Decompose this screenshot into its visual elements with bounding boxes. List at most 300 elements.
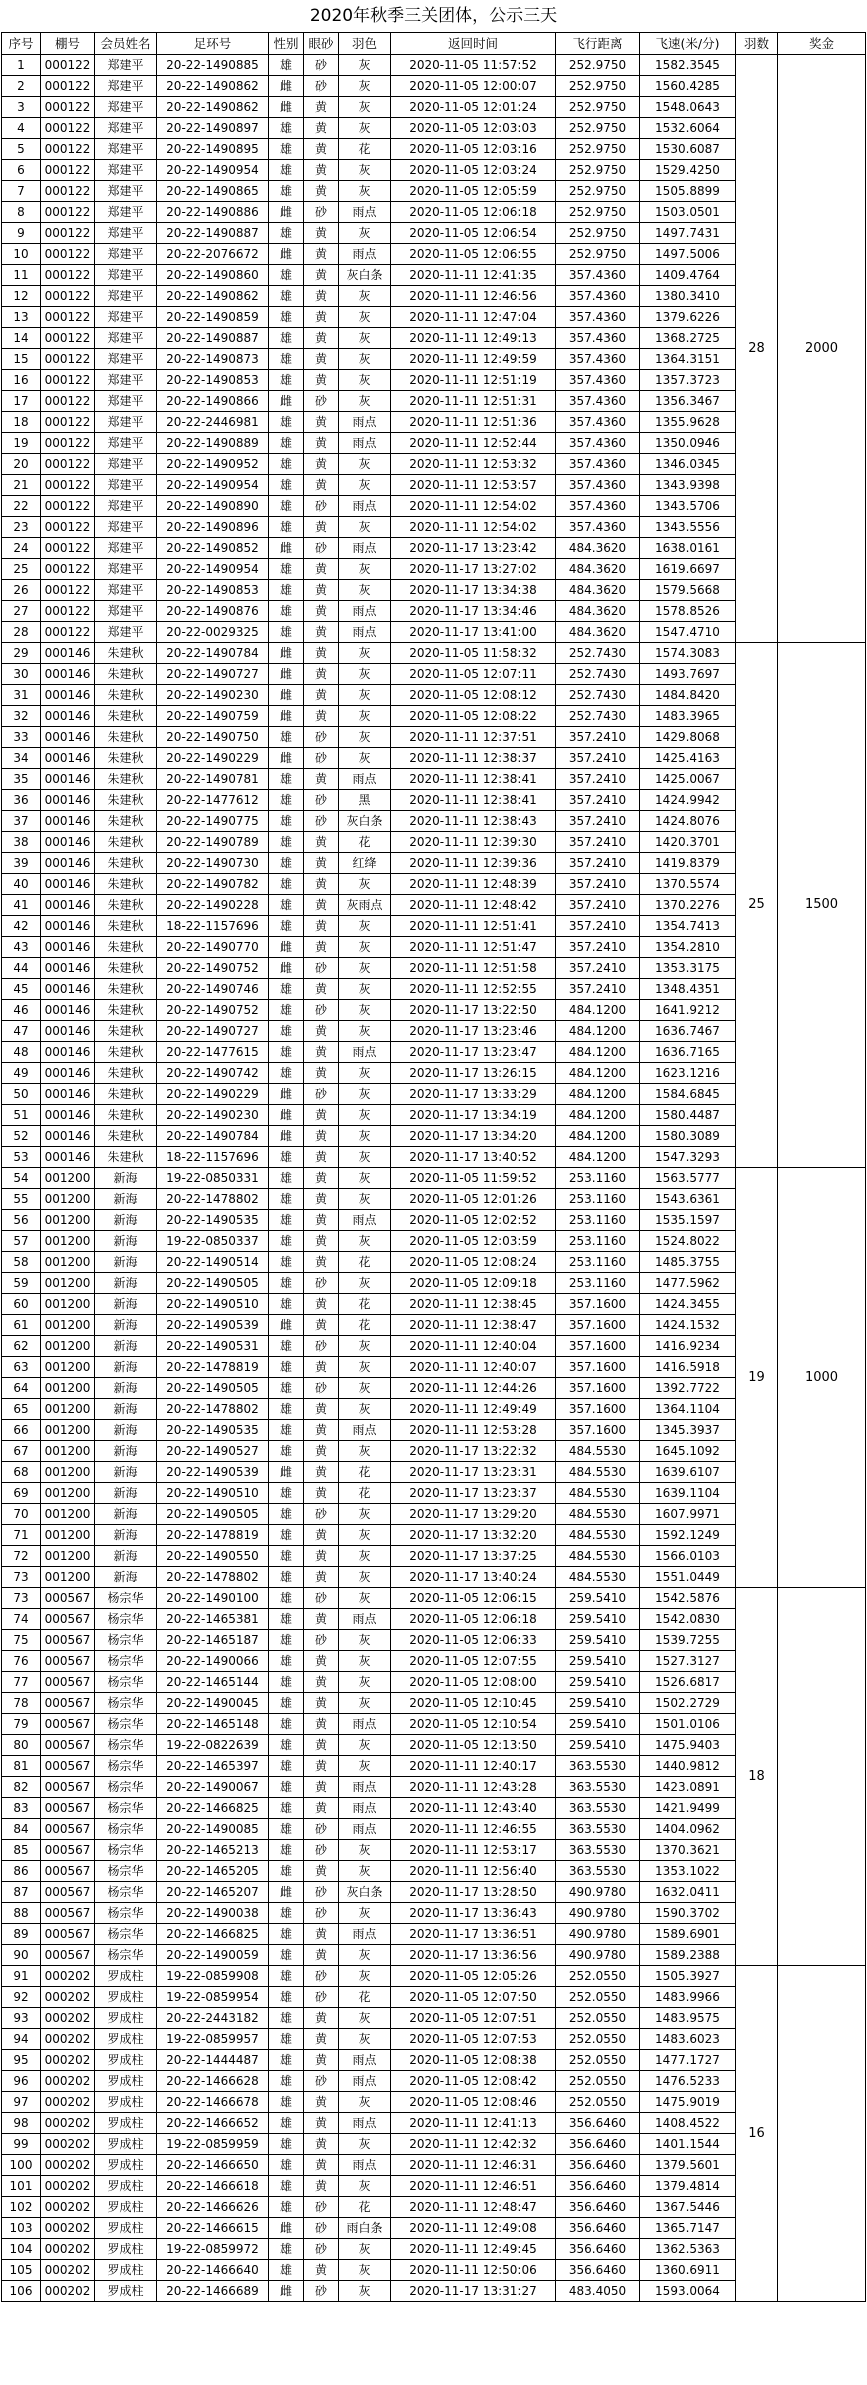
member-cell: 罗成柱 bbox=[95, 1966, 157, 1987]
distance-cell: 484.1200 bbox=[556, 1000, 640, 1021]
time-cell: 2020-11-11 12:49:49 bbox=[391, 1399, 556, 1420]
distance-cell: 253.1160 bbox=[556, 1252, 640, 1273]
member-cell: 郑建平 bbox=[95, 265, 157, 286]
distance-cell: 357.1600 bbox=[556, 1336, 640, 1357]
speed-cell: 1346.0345 bbox=[640, 454, 736, 475]
speed-cell: 1539.7255 bbox=[640, 1630, 736, 1651]
eye-cell: 砂 bbox=[304, 1588, 339, 1609]
member-cell: 朱建秋 bbox=[95, 853, 157, 874]
feather-cell: 灰 bbox=[339, 370, 391, 391]
eye-cell: 黄 bbox=[304, 1315, 339, 1336]
speed-cell: 1424.3455 bbox=[640, 1294, 736, 1315]
eye-cell: 黄 bbox=[304, 349, 339, 370]
serial-cell: 17 bbox=[2, 391, 41, 412]
sex-cell: 雄 bbox=[269, 853, 304, 874]
loft-cell: 000567 bbox=[41, 1777, 95, 1798]
ring-cell: 20-22-1490067 bbox=[157, 1777, 269, 1798]
sex-cell: 雄 bbox=[269, 1840, 304, 1861]
speed-cell: 1353.1022 bbox=[640, 1861, 736, 1882]
serial-cell: 61 bbox=[2, 1315, 41, 1336]
speed-cell: 1409.4764 bbox=[640, 265, 736, 286]
serial-cell: 58 bbox=[2, 1252, 41, 1273]
loft-cell: 000146 bbox=[41, 685, 95, 706]
time-cell: 2020-11-17 13:23:42 bbox=[391, 538, 556, 559]
member-cell: 郑建平 bbox=[95, 244, 157, 265]
ring-cell: 20-22-1466626 bbox=[157, 2197, 269, 2218]
ring-cell: 20-22-1466825 bbox=[157, 1798, 269, 1819]
serial-cell: 36 bbox=[2, 790, 41, 811]
serial-cell: 91 bbox=[2, 1966, 41, 1987]
feather-cell: 雨点 bbox=[339, 244, 391, 265]
loft-cell: 000146 bbox=[41, 1147, 95, 1168]
speed-cell: 1529.4250 bbox=[640, 160, 736, 181]
speed-cell: 1401.1544 bbox=[640, 2134, 736, 2155]
speed-cell: 1370.2276 bbox=[640, 895, 736, 916]
ring-cell: 18-22-1157696 bbox=[157, 916, 269, 937]
distance-cell: 363.5530 bbox=[556, 1756, 640, 1777]
eye-cell: 黄 bbox=[304, 874, 339, 895]
member-cell: 罗成柱 bbox=[95, 2155, 157, 2176]
serial-cell: 53 bbox=[2, 1147, 41, 1168]
serial-cell: 26 bbox=[2, 580, 41, 601]
member-cell: 郑建平 bbox=[95, 181, 157, 202]
ring-cell: 20-22-1490230 bbox=[157, 685, 269, 706]
member-cell: 杨宗华 bbox=[95, 1714, 157, 1735]
serial-cell: 65 bbox=[2, 1399, 41, 1420]
speed-cell: 1424.8076 bbox=[640, 811, 736, 832]
eye-cell: 黄 bbox=[304, 2134, 339, 2155]
speed-cell: 1440.9812 bbox=[640, 1756, 736, 1777]
distance-cell: 252.7430 bbox=[556, 706, 640, 727]
distance-cell: 252.0550 bbox=[556, 1987, 640, 2008]
serial-cell: 102 bbox=[2, 2197, 41, 2218]
time-cell: 2020-11-11 12:39:30 bbox=[391, 832, 556, 853]
member-cell: 罗成柱 bbox=[95, 2092, 157, 2113]
serial-cell: 48 bbox=[2, 1042, 41, 1063]
serial-cell: 45 bbox=[2, 979, 41, 1000]
ring-cell: 20-22-1490527 bbox=[157, 1441, 269, 1462]
header-cell: 足环号 bbox=[157, 33, 269, 55]
distance-cell: 357.2410 bbox=[556, 769, 640, 790]
header-cell: 奖金 bbox=[778, 33, 866, 55]
time-cell: 2020-11-11 12:53:28 bbox=[391, 1420, 556, 1441]
loft-cell: 001200 bbox=[41, 1399, 95, 1420]
speed-cell: 1408.4522 bbox=[640, 2113, 736, 2134]
time-cell: 2020-11-05 12:01:26 bbox=[391, 1189, 556, 1210]
serial-cell: 28 bbox=[2, 622, 41, 643]
ring-cell: 20-22-1490887 bbox=[157, 328, 269, 349]
eye-cell: 黄 bbox=[304, 2113, 339, 2134]
time-cell: 2020-11-11 12:48:47 bbox=[391, 2197, 556, 2218]
time-cell: 2020-11-17 13:34:19 bbox=[391, 1105, 556, 1126]
feather-cell: 灰 bbox=[339, 349, 391, 370]
serial-cell: 62 bbox=[2, 1336, 41, 1357]
feather-cell: 灰 bbox=[339, 2281, 391, 2302]
time-cell: 2020-11-17 13:33:29 bbox=[391, 1084, 556, 1105]
sex-cell: 雄 bbox=[269, 223, 304, 244]
member-cell: 朱建秋 bbox=[95, 937, 157, 958]
feather-cell: 灰 bbox=[339, 1756, 391, 1777]
sex-cell: 雄 bbox=[269, 1798, 304, 1819]
feather-cell: 灰 bbox=[339, 1399, 391, 1420]
speed-cell: 1548.0643 bbox=[640, 97, 736, 118]
eye-cell: 黄 bbox=[304, 1651, 339, 1672]
feather-cell: 雨点 bbox=[339, 1609, 391, 1630]
time-cell: 2020-11-05 12:06:18 bbox=[391, 202, 556, 223]
eye-cell: 黄 bbox=[304, 454, 339, 475]
speed-cell: 1355.9628 bbox=[640, 412, 736, 433]
time-cell: 2020-11-11 12:51:47 bbox=[391, 937, 556, 958]
time-cell: 2020-11-17 13:36:56 bbox=[391, 1945, 556, 1966]
sex-cell: 雄 bbox=[269, 580, 304, 601]
time-cell: 2020-11-05 12:03:03 bbox=[391, 118, 556, 139]
sex-cell: 雄 bbox=[269, 979, 304, 1000]
member-cell: 新海 bbox=[95, 1273, 157, 1294]
distance-cell: 357.4360 bbox=[556, 496, 640, 517]
serial-cell: 90 bbox=[2, 1945, 41, 1966]
ring-cell: 20-22-1490954 bbox=[157, 160, 269, 181]
time-cell: 2020-11-05 12:08:46 bbox=[391, 2092, 556, 2113]
sex-cell: 雄 bbox=[269, 2113, 304, 2134]
eye-cell: 黄 bbox=[304, 769, 339, 790]
serial-cell: 7 bbox=[2, 181, 41, 202]
feather-cell: 灰 bbox=[339, 76, 391, 97]
distance-cell: 356.6460 bbox=[556, 2239, 640, 2260]
feather-cell: 灰 bbox=[339, 1273, 391, 1294]
feather-cell: 雨点 bbox=[339, 1777, 391, 1798]
loft-cell: 000122 bbox=[41, 412, 95, 433]
eye-cell: 黄 bbox=[304, 1189, 339, 1210]
ring-cell: 20-22-1490890 bbox=[157, 496, 269, 517]
ring-cell: 20-22-1465187 bbox=[157, 1630, 269, 1651]
ring-cell: 20-22-1490514 bbox=[157, 1252, 269, 1273]
speed-cell: 1370.3621 bbox=[640, 1840, 736, 1861]
time-cell: 2020-11-05 12:03:59 bbox=[391, 1231, 556, 1252]
serial-cell: 97 bbox=[2, 2092, 41, 2113]
time-cell: 2020-11-11 12:52:44 bbox=[391, 433, 556, 454]
feather-cell: 雨点 bbox=[339, 496, 391, 517]
serial-cell: 11 bbox=[2, 265, 41, 286]
distance-cell: 363.5530 bbox=[556, 1840, 640, 1861]
loft-cell: 000122 bbox=[41, 97, 95, 118]
ring-cell: 20-22-1490038 bbox=[157, 1903, 269, 1924]
time-cell: 2020-11-05 11:59:52 bbox=[391, 1168, 556, 1189]
distance-cell: 253.1160 bbox=[556, 1168, 640, 1189]
loft-cell: 000122 bbox=[41, 307, 95, 328]
speed-cell: 1380.3410 bbox=[640, 286, 736, 307]
loft-cell: 000146 bbox=[41, 916, 95, 937]
serial-cell: 40 bbox=[2, 874, 41, 895]
eye-cell: 黄 bbox=[304, 1756, 339, 1777]
serial-cell: 23 bbox=[2, 517, 41, 538]
member-cell: 新海 bbox=[95, 1336, 157, 1357]
sex-cell: 雌 bbox=[269, 937, 304, 958]
eye-cell: 黄 bbox=[304, 1672, 339, 1693]
sex-cell: 雄 bbox=[269, 916, 304, 937]
loft-cell: 000567 bbox=[41, 1609, 95, 1630]
eye-cell: 黄 bbox=[304, 1357, 339, 1378]
member-cell: 新海 bbox=[95, 1420, 157, 1441]
serial-cell: 10 bbox=[2, 244, 41, 265]
distance-cell: 356.6460 bbox=[556, 2134, 640, 2155]
speed-cell: 1343.9398 bbox=[640, 475, 736, 496]
ring-cell: 20-22-1490727 bbox=[157, 1021, 269, 1042]
loft-cell: 000202 bbox=[41, 2092, 95, 2113]
group-prize-cell: 1000 bbox=[778, 1168, 866, 1588]
loft-cell: 001200 bbox=[41, 1378, 95, 1399]
speed-cell: 1483.9575 bbox=[640, 2008, 736, 2029]
header-cell: 飞行距离 bbox=[556, 33, 640, 55]
ring-cell: 20-22-1490045 bbox=[157, 1693, 269, 1714]
feather-cell: 花 bbox=[339, 1483, 391, 1504]
feather-cell: 灰 bbox=[339, 160, 391, 181]
sex-cell: 雄 bbox=[269, 1231, 304, 1252]
time-cell: 2020-11-05 12:10:45 bbox=[391, 1693, 556, 1714]
header-cell: 羽数 bbox=[736, 33, 778, 55]
distance-cell: 252.7430 bbox=[556, 664, 640, 685]
loft-cell: 000567 bbox=[41, 1798, 95, 1819]
sex-cell: 雄 bbox=[269, 1063, 304, 1084]
group-prize-cell bbox=[778, 1966, 866, 2302]
ring-cell: 20-22-1490860 bbox=[157, 265, 269, 286]
member-cell: 郑建平 bbox=[95, 559, 157, 580]
time-cell: 2020-11-11 12:38:43 bbox=[391, 811, 556, 832]
distance-cell: 252.0550 bbox=[556, 2092, 640, 2113]
feather-cell: 花 bbox=[339, 1315, 391, 1336]
serial-cell: 37 bbox=[2, 811, 41, 832]
feather-cell: 灰 bbox=[339, 454, 391, 475]
feather-cell: 雨点 bbox=[339, 412, 391, 433]
serial-cell: 5 bbox=[2, 139, 41, 160]
ring-cell: 20-22-1490510 bbox=[157, 1483, 269, 1504]
time-cell: 2020-11-11 12:43:28 bbox=[391, 1777, 556, 1798]
member-cell: 杨宗华 bbox=[95, 1651, 157, 1672]
group-count-cell: 18 bbox=[736, 1588, 778, 1966]
time-cell: 2020-11-11 12:51:58 bbox=[391, 958, 556, 979]
eye-cell: 黄 bbox=[304, 517, 339, 538]
speed-cell: 1348.4351 bbox=[640, 979, 736, 1000]
loft-cell: 000202 bbox=[41, 2239, 95, 2260]
distance-cell: 484.3620 bbox=[556, 538, 640, 559]
sex-cell: 雄 bbox=[269, 1609, 304, 1630]
feather-cell: 灰 bbox=[339, 118, 391, 139]
speed-cell: 1623.1216 bbox=[640, 1063, 736, 1084]
sex-cell: 雄 bbox=[269, 328, 304, 349]
sex-cell: 雄 bbox=[269, 601, 304, 622]
header-cell: 返回时间 bbox=[391, 33, 556, 55]
sex-cell: 雄 bbox=[269, 1378, 304, 1399]
distance-cell: 357.4360 bbox=[556, 286, 640, 307]
serial-cell: 76 bbox=[2, 1651, 41, 1672]
sex-cell: 雄 bbox=[269, 454, 304, 475]
serial-cell: 59 bbox=[2, 1273, 41, 1294]
ring-cell: 19-22-0859972 bbox=[157, 2239, 269, 2260]
eye-cell: 黄 bbox=[304, 1147, 339, 1168]
loft-cell: 000146 bbox=[41, 706, 95, 727]
ring-cell: 20-22-1478819 bbox=[157, 1357, 269, 1378]
serial-cell: 19 bbox=[2, 433, 41, 454]
loft-cell: 000146 bbox=[41, 664, 95, 685]
loft-cell: 000122 bbox=[41, 244, 95, 265]
sex-cell: 雄 bbox=[269, 2071, 304, 2092]
sex-cell: 雄 bbox=[269, 1294, 304, 1315]
loft-cell: 000146 bbox=[41, 832, 95, 853]
member-cell: 新海 bbox=[95, 1357, 157, 1378]
sex-cell: 雄 bbox=[269, 1252, 304, 1273]
feather-cell: 灰 bbox=[339, 958, 391, 979]
loft-cell: 000567 bbox=[41, 1630, 95, 1651]
distance-cell: 252.9750 bbox=[556, 223, 640, 244]
speed-cell: 1641.9212 bbox=[640, 1000, 736, 1021]
loft-cell: 000122 bbox=[41, 349, 95, 370]
eye-cell: 黄 bbox=[304, 1861, 339, 1882]
serial-cell: 106 bbox=[2, 2281, 41, 2302]
time-cell: 2020-11-11 12:43:40 bbox=[391, 1798, 556, 1819]
sex-cell: 雌 bbox=[269, 1462, 304, 1483]
eye-cell: 黄 bbox=[304, 1441, 339, 1462]
feather-cell: 花 bbox=[339, 1462, 391, 1483]
ring-cell: 19-22-0850337 bbox=[157, 1231, 269, 1252]
eye-cell: 砂 bbox=[304, 1882, 339, 1903]
sex-cell: 雄 bbox=[269, 55, 304, 76]
serial-cell: 29 bbox=[2, 643, 41, 664]
time-cell: 2020-11-11 12:49:45 bbox=[391, 2239, 556, 2260]
time-cell: 2020-11-05 12:06:54 bbox=[391, 223, 556, 244]
feather-cell: 灰 bbox=[339, 1021, 391, 1042]
ring-cell: 20-22-1490750 bbox=[157, 727, 269, 748]
sex-cell: 雄 bbox=[269, 1819, 304, 1840]
time-cell: 2020-11-05 12:06:55 bbox=[391, 244, 556, 265]
distance-cell: 490.9780 bbox=[556, 1924, 640, 1945]
serial-cell: 30 bbox=[2, 664, 41, 685]
group-count-cell: 16 bbox=[736, 1966, 778, 2302]
member-cell: 新海 bbox=[95, 1210, 157, 1231]
feather-cell: 灰 bbox=[339, 1588, 391, 1609]
time-cell: 2020-11-17 13:22:32 bbox=[391, 1441, 556, 1462]
time-cell: 2020-11-11 12:51:41 bbox=[391, 916, 556, 937]
eye-cell: 砂 bbox=[304, 1084, 339, 1105]
speed-cell: 1632.0411 bbox=[640, 1882, 736, 1903]
speed-cell: 1505.3927 bbox=[640, 1966, 736, 1987]
ring-cell: 20-22-1490550 bbox=[157, 1546, 269, 1567]
time-cell: 2020-11-17 13:31:27 bbox=[391, 2281, 556, 2302]
time-cell: 2020-11-11 12:38:41 bbox=[391, 769, 556, 790]
member-cell: 罗成柱 bbox=[95, 2176, 157, 2197]
distance-cell: 484.5530 bbox=[556, 1546, 640, 1567]
table-row bbox=[2, 55, 866, 76]
feather-cell: 花 bbox=[339, 832, 391, 853]
loft-cell: 000202 bbox=[41, 1987, 95, 2008]
member-cell: 新海 bbox=[95, 1441, 157, 1462]
sex-cell: 雄 bbox=[269, 1903, 304, 1924]
loft-cell: 000567 bbox=[41, 1735, 95, 1756]
eye-cell: 黄 bbox=[304, 181, 339, 202]
time-cell: 2020-11-17 13:36:51 bbox=[391, 1924, 556, 1945]
ring-cell: 20-22-1490853 bbox=[157, 580, 269, 601]
feather-cell: 灰 bbox=[339, 1567, 391, 1588]
sex-cell: 雌 bbox=[269, 1882, 304, 1903]
speed-cell: 1497.5006 bbox=[640, 244, 736, 265]
speed-cell: 1505.8899 bbox=[640, 181, 736, 202]
speed-cell: 1636.7165 bbox=[640, 1042, 736, 1063]
loft-cell: 001200 bbox=[41, 1294, 95, 1315]
loft-cell: 000122 bbox=[41, 580, 95, 601]
distance-cell: 484.1200 bbox=[556, 1126, 640, 1147]
serial-cell: 22 bbox=[2, 496, 41, 517]
loft-cell: 000122 bbox=[41, 160, 95, 181]
time-cell: 2020-11-11 12:51:19 bbox=[391, 370, 556, 391]
member-cell: 新海 bbox=[95, 1525, 157, 1546]
feather-cell: 灰 bbox=[339, 1630, 391, 1651]
loft-cell: 000202 bbox=[41, 1966, 95, 1987]
sex-cell: 雌 bbox=[269, 748, 304, 769]
ring-cell: 20-22-1490229 bbox=[157, 748, 269, 769]
feather-cell: 黑 bbox=[339, 790, 391, 811]
sex-cell: 雌 bbox=[269, 202, 304, 223]
ring-cell: 20-22-1490853 bbox=[157, 370, 269, 391]
ring-cell: 20-22-2443182 bbox=[157, 2008, 269, 2029]
speed-cell: 1542.5876 bbox=[640, 1588, 736, 1609]
time-cell: 2020-11-05 12:01:24 bbox=[391, 97, 556, 118]
speed-cell: 1379.5601 bbox=[640, 2155, 736, 2176]
serial-cell: 46 bbox=[2, 1000, 41, 1021]
speed-cell: 1485.3755 bbox=[640, 1252, 736, 1273]
eye-cell: 黄 bbox=[304, 1168, 339, 1189]
serial-cell: 70 bbox=[2, 1504, 41, 1525]
ring-cell: 20-22-2076672 bbox=[157, 244, 269, 265]
ring-cell: 20-22-1478802 bbox=[157, 1399, 269, 1420]
serial-cell: 79 bbox=[2, 1714, 41, 1735]
member-cell: 朱建秋 bbox=[95, 1021, 157, 1042]
member-cell: 杨宗华 bbox=[95, 1693, 157, 1714]
serial-cell: 73 bbox=[2, 1588, 41, 1609]
ring-cell: 20-22-1490952 bbox=[157, 454, 269, 475]
speed-cell: 1350.0946 bbox=[640, 433, 736, 454]
time-cell: 2020-11-11 12:40:07 bbox=[391, 1357, 556, 1378]
distance-cell: 484.1200 bbox=[556, 1084, 640, 1105]
loft-cell: 000122 bbox=[41, 181, 95, 202]
member-cell: 朱建秋 bbox=[95, 790, 157, 811]
loft-cell: 000146 bbox=[41, 1021, 95, 1042]
time-cell: 2020-11-11 12:46:51 bbox=[391, 2176, 556, 2197]
ring-cell: 20-22-1490895 bbox=[157, 139, 269, 160]
member-cell: 新海 bbox=[95, 1378, 157, 1399]
ring-cell: 20-22-1478802 bbox=[157, 1567, 269, 1588]
feather-cell: 灰 bbox=[339, 2092, 391, 2113]
feather-cell: 雨点 bbox=[339, 769, 391, 790]
serial-cell: 85 bbox=[2, 1840, 41, 1861]
ring-cell: 20-22-1490085 bbox=[157, 1819, 269, 1840]
serial-cell: 54 bbox=[2, 1168, 41, 1189]
sex-cell: 雄 bbox=[269, 1735, 304, 1756]
feather-cell: 灰 bbox=[339, 1441, 391, 1462]
member-cell: 新海 bbox=[95, 1168, 157, 1189]
time-cell: 2020-11-17 13:23:37 bbox=[391, 1483, 556, 1504]
member-cell: 杨宗华 bbox=[95, 1777, 157, 1798]
eye-cell: 黄 bbox=[304, 1735, 339, 1756]
feather-cell: 灰 bbox=[339, 1063, 391, 1084]
ring-cell: 20-22-1465148 bbox=[157, 1714, 269, 1735]
loft-cell: 000122 bbox=[41, 370, 95, 391]
feather-cell: 灰 bbox=[339, 1147, 391, 1168]
sex-cell: 雌 bbox=[269, 1105, 304, 1126]
speed-cell: 1416.9234 bbox=[640, 1336, 736, 1357]
ring-cell: 20-22-1490746 bbox=[157, 979, 269, 1000]
feather-cell: 灰 bbox=[339, 1084, 391, 1105]
member-cell: 杨宗华 bbox=[95, 1882, 157, 1903]
eye-cell: 黄 bbox=[304, 664, 339, 685]
distance-cell: 253.1160 bbox=[556, 1189, 640, 1210]
